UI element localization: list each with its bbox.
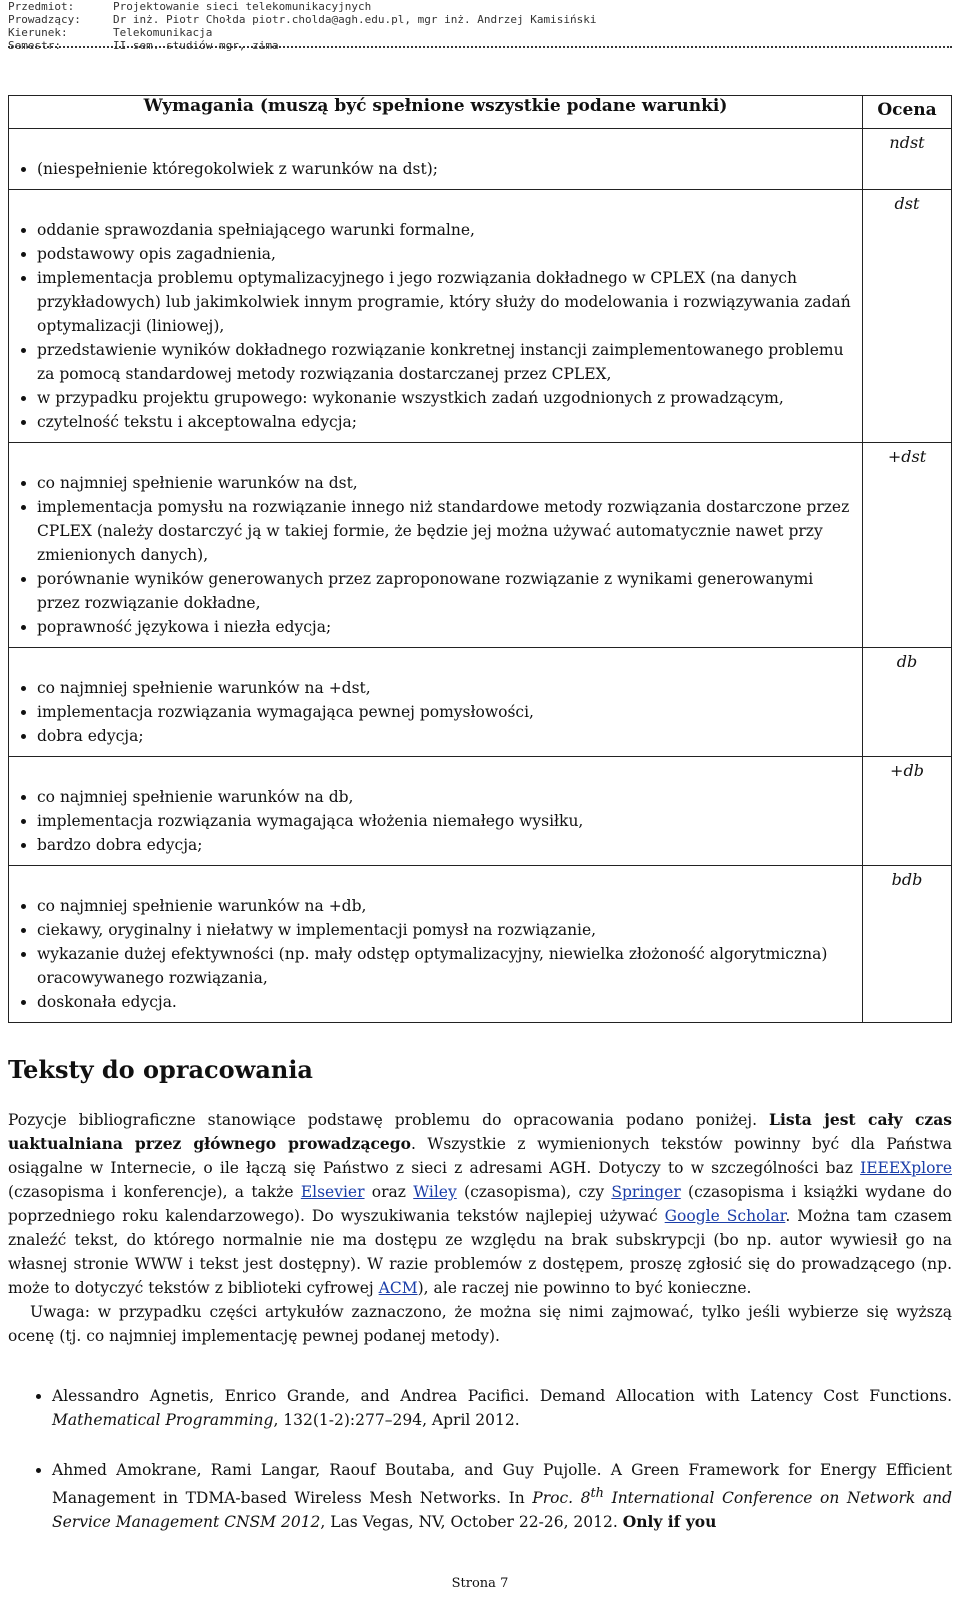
table-row (9, 190, 952, 443)
table-row (9, 866, 952, 1023)
list-item: • czytelność tekstu i akceptowalna edycja; (37, 410, 856, 434)
bibliography-list (8, 1384, 952, 1560)
list-item: • implementacja rozwiązania wymagająca włożenia niemałego wysiłku, (37, 809, 856, 833)
list-item: • ciekawy, oryginalny i niełatwy w implementacji pomysł na rozwiązanie, (37, 918, 856, 942)
grade-value: +db (863, 757, 952, 866)
document-header (8, 0, 952, 52)
grade-value: dst (863, 190, 952, 443)
link-springer[interactable]: Springer (611, 1183, 681, 1201)
table-row (9, 443, 952, 648)
list-item: • porównanie wyników generowanych przez zaproponowane rozwiązanie z wynikami generowanymi przez rozwiązanie dokładne, (37, 567, 856, 615)
list-item: • bardzo dobra edycja; (37, 833, 856, 857)
list-item: • doskonała edycja. (37, 990, 856, 1014)
paragraph: Pozycje bibliograficzne stanowiące podstawę problemu do opracowania podano poniżej. Lista jest cały czas uaktualniana przez głównego prowadzącego. Wszystkie z wymienionych tekstów powinny być dla Państwa osiągalne w Internecie, o ile łączą się Państwo z sieci z adresami AGH. Dotyczy to w szczególności baz IEEEXplore (czasopisma i konferencje), a także Elsevier oraz Wiley (czasopisma), czy Springer (czasopisma i książki wydane do poprzedniego roku kalendarzowego). Do wyszukiwania tekstów najlepiej używać Google Scholar. Można tam czasem znaleźć tekst, do którego normalnie nie ma dostępu ze względu na brak subskrypcji (bo np. autor wywiesił go na własnej stronie WWW i tekst jest dostępny). W razie problemów z dostępem, proszę zgłosić się do prowadzącego (np. może to dotyczyć tekstów z biblioteki cyfrowej ACM), ale raczej nie powinno to być konieczne. (8, 1110, 952, 1297)
page-number: Strona 7 (451, 1576, 509, 1591)
list-item: • implementacja rozwiązania wymagająca pewnej pomysłowości, (37, 700, 856, 724)
grade-heading: Ocena (863, 96, 952, 129)
header-row: Przedmiot: Projektowanie sieci telekomunikacyjnych (8, 0, 372, 13)
list-item: • w przypadku projektu grupowego: wykonanie wszystkich zadań uzgodnionych z prowadzącym, (37, 386, 856, 410)
list-item: • oddanie sprawozdania spełniającego warunki formalne, (37, 218, 856, 242)
grade-value: +dst (863, 443, 952, 648)
link-elsevier[interactable]: Elsevier (300, 1183, 365, 1201)
requirements-table (8, 95, 952, 1023)
list-item: • dobra edycja; (37, 724, 856, 748)
table-row (9, 757, 952, 866)
grade-value: ndst (863, 129, 952, 190)
link-wiley[interactable]: Wiley (413, 1183, 457, 1201)
link-ieeexplore[interactable]: IEEEXplore (860, 1159, 952, 1177)
requirements-heading: Wymagania (muszą być spełnione wszystkie podane warunki) (9, 96, 863, 129)
list-item: • co najmniej spełnienie warunków na +dst, (37, 676, 856, 700)
bib-item: • Ahmed Amokrane, Rami Langar, Raouf Boutaba, and Guy Pujolle. A Green Framework for Energy Efficient Management in TDMA-based Wireless Mesh Networks. In Proc. 8th International Conference on Network and Service Management CNSM 2012, Las Vegas, NV, October 22-26, 2012. Only if you (52, 1458, 952, 1534)
link-acm[interactable]: ACM (378, 1279, 418, 1297)
list-item: • przedstawienie wyników dokładnego rozwiązanie konkretnej instancji zaimplementowanego problemu za pomocą standardowej metody rozwiązania dostarczanej przez CPLEX, (37, 338, 856, 386)
link-google-scholar[interactable]: Google Scholar (664, 1207, 786, 1225)
header-row: Prowadzący: Dr inż. Piotr Chołda piotr.cholda@agh.edu.pl, mgr inż. Andrzej Kamisiński (8, 13, 597, 26)
list-item: • wykazanie dużej efektywności (np. mały odstęp optymalizacyjny, niewielka złożoność algorytmiczna) oracowywanego rozwiązania, (37, 942, 856, 990)
paragraph: Uwaga: w przypadku części artykułów zaznaczono, że można się nimi zajmować, tylko jeśli wybierze się wyższą ocenę (tj. co najmniej implementację pewnej podanej metody). (8, 1303, 952, 1345)
list-item: • (niespełnienie któregokolwiek z warunków na dst); (37, 157, 856, 181)
header-row: Kierunek: Telekomunikacja (8, 26, 213, 39)
section-body (8, 1108, 952, 1348)
list-item: • podstawowy opis zagadnienia, (37, 242, 856, 266)
grade-value: db (863, 648, 952, 757)
grade-value: bdb (863, 866, 952, 1023)
header-divider (8, 46, 952, 48)
bib-item: • Alessandro Agnetis, Enrico Grande, and Andrea Pacifici. Demand Allocation with Latency Cost Functions. Mathematical Programming, 132(1-2):277–294, April 2012. (52, 1384, 952, 1432)
list-item: • implementacja problemu optymalizacyjnego i jego rozwiązania dokładnego w CPLEX (na danych przykładowych) lub jakimkolwiek innym programie, który służy do modelowania i rozwiązywania zadań optymalizacji (liniowej), (37, 266, 856, 338)
list-item: • co najmniej spełnienie warunków na dst, (37, 471, 856, 495)
header-row: Semestr: II sem. studiów mgr, zima (8, 39, 279, 52)
table-header-row (9, 96, 952, 129)
table-row (9, 648, 952, 757)
list-item: • poprawność językowa i niezła edycja; (37, 615, 856, 639)
list-item: • implementacja pomysłu na rozwiązanie innego niż standardowe metody rozwiązania dostarczone przez CPLEX (należy dostarczyć ją w takiej formie, że będzie jej można używać automatycznie nawet przy zmienionych danych), (37, 495, 856, 567)
table-row (9, 129, 952, 190)
list-item: • co najmniej spełnienie warunków na +db, (37, 894, 856, 918)
list-item: • co najmniej spełnienie warunków na db, (37, 785, 856, 809)
section-title: Teksty do opracowania (8, 1055, 313, 1084)
